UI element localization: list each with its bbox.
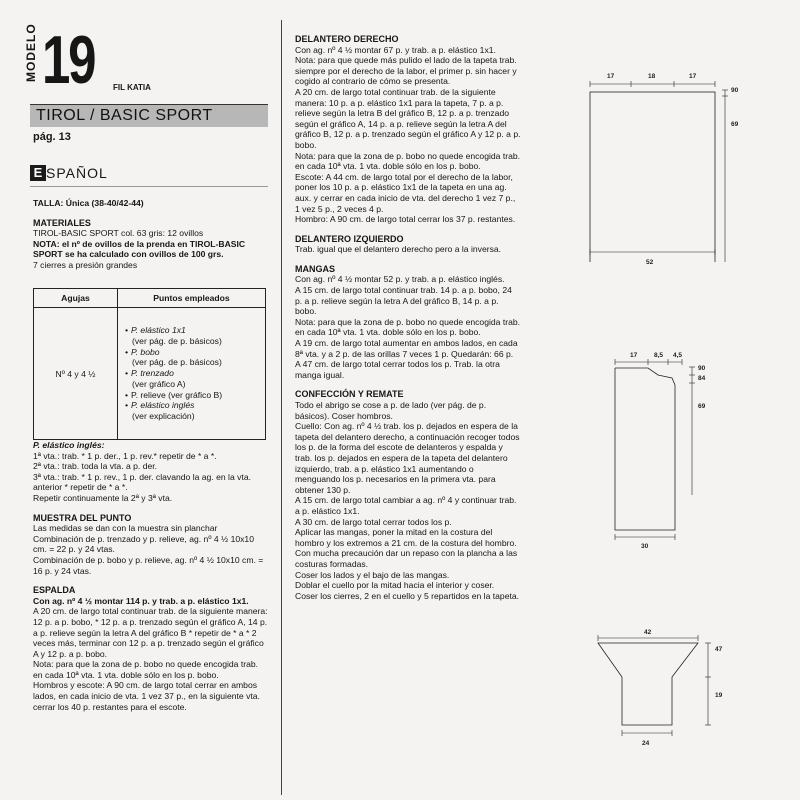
stitch-item: • P. relieve (ver gráfico B) (132, 390, 261, 401)
mangas-line-1: Con ag. nº 4 ½ montar 52 p. y trab. a p. elástico inglés. (295, 274, 505, 285)
column-divider (281, 20, 282, 795)
back-dim-bottom: 52 (646, 259, 654, 266)
confeccion-line-1: Todo el abrigo se cose a p. de lado (ver pág. de p. básicos). Coser hombros. (295, 400, 487, 421)
talla-line: TALLA: Única (38-40/42-44) (33, 198, 144, 208)
back-dim-right-top: 90 (731, 87, 739, 94)
espalda-heading: ESPALDA (33, 585, 76, 596)
back-dim-right-mid: 69 (731, 121, 739, 128)
muestra-line-2: Combinación de p. trenzado y p. relieve, ag. nº 4 ½ 10x10 cm. = 22 p. y 24 vtas. (33, 533, 254, 555)
confeccion-line-4: A 30 cm. de largo total cerrar todos los p. (295, 516, 452, 527)
pattern-title: TIROL / BASIC SPORT (36, 107, 213, 124)
back-schematic (575, 62, 755, 262)
mangas-line-4: A 19 cm. de largo total aumentar en ambos lados, en cada 8ª vta. y a 2 p. de las orillas 7 veces 1 p. Quedarán: 66 p. (295, 338, 518, 359)
confeccion-line-5: Aplicar las mangas, poner la mitad en la costura del hombro y los extremos a 21 cm. de la costura del hombro. (295, 527, 517, 548)
front-dim-top-right: 4,5 (673, 352, 683, 359)
confeccion-heading: CONFECCIÓN Y REMATE (295, 389, 404, 400)
materiales-note: NOTA: el nº de ovillos de la prenda en TIROL-BASIC SPORT se ha calculado con ovillos de 100 grs. (33, 238, 246, 260)
ingles-heading: P. elástico inglés: (33, 440, 105, 450)
back-dim-top-mid: 18 (648, 73, 656, 80)
needles-value: Nº 4 y 4 ½ (34, 308, 118, 440)
del-der-line-4: Nota: para que la zona de p. bobo no quede encogida trab. en cada 10ª vta. 1 vta. doble sólo en los p. bobo. (295, 150, 521, 172)
model-number: 19 (42, 22, 95, 98)
language-heading (30, 164, 108, 184)
mangas-heading: MANGAS (295, 263, 335, 274)
muestra-line-3: Combinación de p. bobo y p. relieve, ag. nº 4 ½ 10x10 cm. = 16 p. y 24 vtas. (33, 554, 264, 576)
back-bottom-dimension (575, 240, 755, 270)
stitch-ref: (ver explicación) (132, 411, 195, 422)
confeccion-line-7: Coser los lados y el bajo de las mangas. (295, 569, 450, 580)
brand-name: FIL KATIA (113, 83, 151, 92)
confeccion-line-6: Con mucha precaución dar un repaso con la plancha a las costuras formadas. (295, 548, 518, 569)
del-der-heading: DELANTERO DERECHO (295, 34, 399, 44)
materiales-line: TIROL-BASIC SPORT col. 63 gris: 12 ovillos (33, 228, 204, 239)
needles-col-header: Agujas (34, 289, 118, 308)
language-initial: E (30, 165, 46, 181)
mangas-line-3: Nota: para que la zona de p. bobo no quede encogida trab. en cada 10ª vta. 1 vta. doble sólo en los p. bobo. (295, 316, 521, 338)
stitch-item: • P. trenzado (132, 368, 261, 379)
materiales-heading: MATERIALES (33, 217, 91, 228)
espalda-line-3: Nota: para que la zona de p. bobo no quede encogida trab. en cada 10ª vta. 1 vta. doble sólo en los p. bobo. (33, 659, 259, 680)
espalda-line-4: Hombros y escote: A 90 cm. de largo total cerrar en ambos lados, en cada inicio de vta. 1 vez 37 p., en la siguiente vta. cerrar los 40 p. restantes para el escote. (33, 680, 260, 712)
del-izq-line-1: Trab. igual que el delantero derecho pero a la inversa. (295, 244, 502, 255)
muestra-line-1: Las medidas se dan con la muestra sin planchar (33, 523, 218, 534)
front-dim-top-left: 17 (630, 352, 638, 359)
confeccion-line-3: A 15 cm. de largo total cambiar a ag. nº 4 y continuar trab. a p. elástico 1x1. (295, 495, 517, 516)
del-der-line-1: Con ag. nº 4 ½ montar 67 p. y trab. a p. elástico 1x1. (295, 44, 496, 55)
del-der-line-2: Nota: para que quede más pulido el lado de la tapeta trab. siempre por el derecho de la labor, el primer p. sin hacer y cogido al contrario de cómo se presenta. (295, 55, 517, 87)
stitch-item: • P. elástico inglés (132, 400, 261, 411)
language-rest: SPAÑOL (46, 164, 108, 181)
espalda-line-2: A 20 cm. de largo total continuar trab. de la siguiente manera: 12 p. a p. bobo, * 12 p. a p. trenzado según el gráfico A, 14 p. a p. relieve según la letra A del gráfico B * repetir de * a * 2 veces más, terminar con 12 p. a p. trenzado según el gráfico A y 12 p. a p. bobo. (33, 606, 268, 659)
front-schematic (600, 345, 730, 560)
confeccion-line-2: Cuello: Con ag. nº 4 ½ trab. los p. dejados en espera de la tapeta del delantero derecho, a continuación recoger todos los p. de la forma del escote de delanteros y espalda y trab. los p. dejados en espera de la tapeta del delantero izquierdo, trab. a p. elástico 1x1 aumentando o menguando los p. necesarios en la primera vta. para obtener 130 p. (295, 421, 520, 495)
stitch-item: • P. elástico 1x1 (132, 325, 261, 336)
muestra-heading: MUESTRA DEL PUNTO (33, 512, 132, 523)
del-izq-heading: DELANTERO IZQUIERDO (295, 233, 404, 244)
language-rule (30, 186, 268, 187)
confeccion-line-8: Doblar el cuello por la mitad hacia el interior y coser. (295, 580, 495, 591)
del-der-line-5: Escote: A 44 cm. de largo total por el derecho de la labor, poner los 10 p. a p. elástico 1x1 de la tapeta en una ag. aux. y cerrar en cada inicio de vta. del derecho 1 vez 7 p., 1 vez 5 p., 2 veces 4 p. (295, 171, 516, 214)
front-dim-right-3: 69 (698, 403, 706, 410)
front-dim-bottom: 30 (641, 543, 649, 550)
sleeve-dim-bottom: 24 (642, 740, 650, 747)
left-bottom-text (33, 440, 268, 712)
ingles-row-4: Repetir continuamente la 2ª y 3ª vta. (33, 492, 173, 503)
materiales-cierres: 7 cierres a presión grandes (33, 259, 138, 270)
ingles-row-3: 3ª vta.: trab. * 1 p. rev., 1 p. der. clavando la ag. en la vta. anterior * repetir de * a *. (33, 471, 251, 493)
back-dim-top-right: 17 (689, 73, 697, 80)
page-reference: pág. 13 (33, 131, 71, 143)
mangas-line-2: A 15 cm. de largo total continuar trab. 14 p. a p. bobo, 24 p. a p. relieve según la letra A del gráfico B, 14 p. a p. bobo. (295, 285, 512, 317)
middle-column-text (295, 34, 521, 601)
sleeve-dim-right-mid: 19 (715, 692, 723, 699)
needles-table (33, 288, 266, 440)
confeccion-line-9: Coser los cierres, 2 en el cuello y 5 repartidos en la tapeta. (295, 590, 520, 601)
model-label-vertical (24, 23, 44, 104)
title-bar (30, 104, 268, 127)
left-top-text (33, 198, 268, 271)
ingles-row-1: 1ª vta.: trab. * 1 p. der., 1 p. rev.* repetir de * a *. (33, 450, 217, 461)
ingles-row-2: 2ª vta.: trab. toda la vta. a p. der. (33, 461, 158, 472)
model-label: MODELO (24, 23, 38, 82)
sleeve-dim-top: 42 (644, 629, 652, 636)
del-der-line-6: Hombro: A 90 cm. de largo total cerrar los 37 p. restantes. (295, 214, 516, 225)
front-dim-top-mid: 8,5 (654, 352, 664, 359)
back-dim-top-left: 17 (607, 73, 615, 80)
mangas-line-5: A 47 cm. de largo total cerrar todos los p. Trab. la otra manga igual. (295, 359, 500, 380)
del-der-line-3: A 20 cm. de largo total continuar trab. de la siguiente manera: 10 p. a p. elástico 1x1 para la tapeta, 7 p. a p. relieve según la letra B del gráfico B, 12 p. a p. trenzado según el gráfico A, 14 p. a p. relieve según la letra A del gráfico B, 12 p. a p. trenzado según el gráfico A y 12 p. a p. bobo. (295, 86, 521, 150)
stitch-ref: (ver pág. de p. básicos) (132, 335, 222, 346)
front-dim-right-1: 90 (698, 365, 706, 372)
front-dim-right-2: 84 (698, 375, 706, 382)
stitches-col-header: Puntos empleados (118, 289, 266, 308)
stitch-ref: (ver gráfico A) (132, 378, 186, 389)
sleeve-dim-right-top: 47 (715, 646, 723, 653)
espalda-line-1: Con ag. nº 4 ½ montar 114 p. y trab. a p. elástico 1x1. (33, 595, 249, 606)
stitch-ref: (ver pág. de p. básicos) (132, 357, 222, 368)
stitches-cell (118, 308, 266, 440)
stitch-item: • P. bobo (132, 347, 261, 358)
sleeve-schematic (580, 625, 740, 755)
